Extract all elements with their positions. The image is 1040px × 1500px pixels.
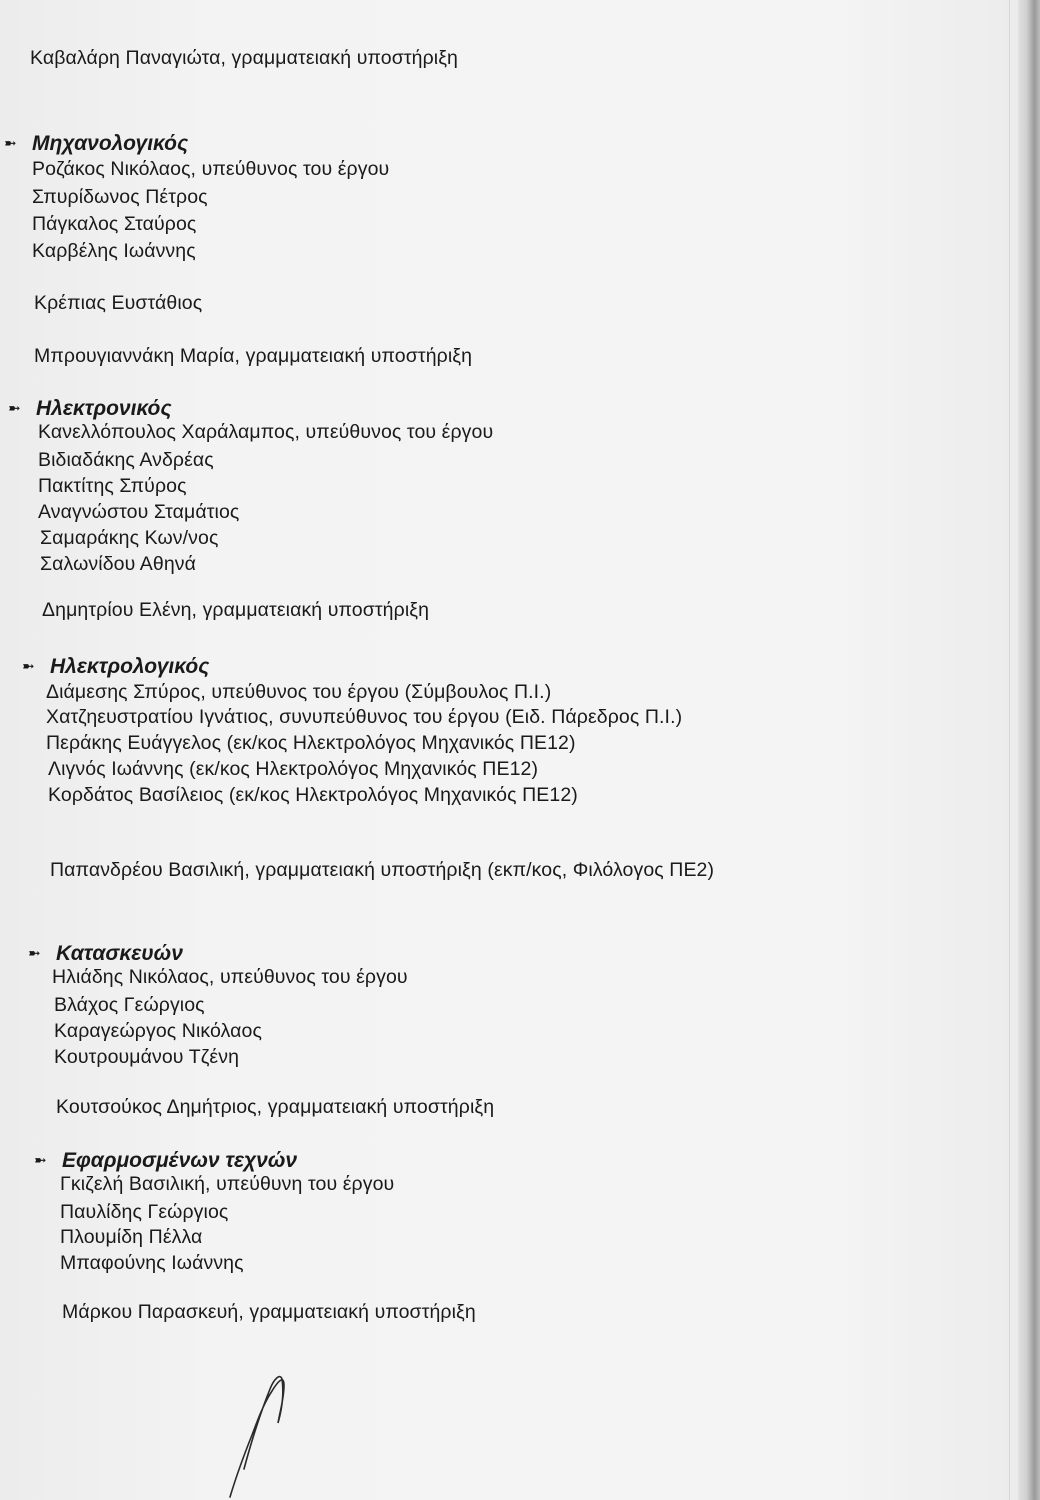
section-title: Μηχανολογικός bbox=[32, 132, 189, 155]
page-edge-line bbox=[1009, 0, 1010, 1500]
section-heading-constructions bbox=[28, 941, 183, 967]
section-title: Ηλεκτρολογικός bbox=[50, 655, 210, 678]
member-line: Σαλωνίδου Αθηνά bbox=[40, 553, 197, 575]
member-line: Αναγνώστου Σταμάτιος bbox=[38, 501, 240, 523]
member-line: Καρβέλης Ιωάννης bbox=[32, 240, 196, 262]
member-line: Μπαφούνης Ιωάννης bbox=[60, 1252, 244, 1274]
secretary-line: Μάρκου Παρασκευή, γραμματειακή υποστήριξη bbox=[62, 1301, 476, 1323]
member-line: Σπυρίδωνος Πέτρος bbox=[32, 186, 208, 208]
member-line: Κρέπιας Ευστάθιος bbox=[34, 292, 203, 314]
member-line: Παυλίδης Γεώργιος bbox=[60, 1201, 229, 1223]
secretary-line: Παπανδρέου Βασιλική, γραμματειακή υποστήριξη (εκπ/κος, Φιλόλογος ΠΕ2) bbox=[50, 859, 715, 881]
section-heading-electronic bbox=[8, 396, 172, 422]
section-title: Ηλεκτρονικός bbox=[36, 397, 172, 420]
member-line: Βλάχος Γεώργιος bbox=[54, 994, 205, 1016]
arrow-bullet-icon: ➼ bbox=[4, 135, 14, 152]
member-line: Πλουμίδη Πέλλα bbox=[60, 1226, 203, 1248]
member-line: Σαμαράκης Κων/νος bbox=[40, 527, 219, 549]
section-heading-mechanical bbox=[4, 131, 188, 157]
arrow-bullet-icon: ➼ bbox=[28, 945, 38, 962]
member-line: Βιδιαδάκης Ανδρέας bbox=[38, 449, 214, 471]
secretary-line: Μπρουγιαννάκη Μαρία, γραμματειακή υποστήριξη bbox=[34, 345, 473, 367]
arrow-bullet-icon: ➼ bbox=[34, 1152, 44, 1169]
arrow-bullet-icon: ➼ bbox=[8, 400, 18, 417]
secretary-line: Κουτσούκος Δημήτριος, γραμματειακή υποστήριξη bbox=[56, 1096, 495, 1118]
section-heading-applied-arts bbox=[34, 1148, 297, 1174]
member-line: Γκιζελή Βασιλική, υπεύθυνη του έργου bbox=[60, 1173, 395, 1195]
page-edge-shadow bbox=[1018, 0, 1040, 1500]
section-title: Εφαρμοσμένων τεχνών bbox=[62, 1149, 298, 1172]
section-title: Κατασκευών bbox=[56, 942, 183, 965]
member-line: Πάγκαλος Σταύρος bbox=[32, 213, 197, 235]
member-line: Χατζηευστρατίου Ιγνάτιος, συνυπεύθυνος του έργου (Ειδ. Πάρεδρος Π.Ι.) bbox=[46, 706, 683, 728]
member-line: Καραγεώργος Νικόλαος bbox=[54, 1020, 262, 1042]
secretary-line: Δημητρίου Ελένη, γραμματειακή υποστήριξη bbox=[42, 599, 430, 621]
signature-icon bbox=[222, 1365, 312, 1500]
intro-secretary-line: Καβαλάρη Παναγιώτα, γραμματειακή υποστήριξη bbox=[30, 47, 459, 69]
member-line: Κορδάτος Βασίλειος (εκ/κος Ηλεκτρολόγος Μηχανικός ΠΕ12) bbox=[48, 784, 578, 806]
member-line: Κανελλόπουλος Χαράλαμπος, υπεύθυνος του έργου bbox=[38, 421, 494, 443]
member-line: Λιγνός Ιωάννης (εκ/κος Ηλεκτρολόγος Μηχανικός ΠΕ12) bbox=[48, 758, 539, 780]
member-line: Περάκης Ευάγγελος (εκ/κος Ηλεκτρολόγος Μηχανικός ΠΕ12) bbox=[46, 732, 576, 754]
member-line: Ροζάκος Νικόλαος, υπεύθυνος του έργου bbox=[32, 158, 390, 180]
arrow-bullet-icon: ➼ bbox=[22, 658, 32, 675]
member-line: Κουτρουμάνου Τζένη bbox=[54, 1046, 240, 1068]
member-line: Διάμεσης Σπύρος, υπεύθυνος του έργου (Σύμβουλος Π.Ι.) bbox=[46, 681, 552, 703]
section-heading-electrical bbox=[22, 654, 209, 680]
member-line: Πακτίτης Σπύρος bbox=[38, 475, 187, 497]
member-line: Ηλιάδης Νικόλαος, υπεύθυνος του έργου bbox=[52, 966, 408, 988]
